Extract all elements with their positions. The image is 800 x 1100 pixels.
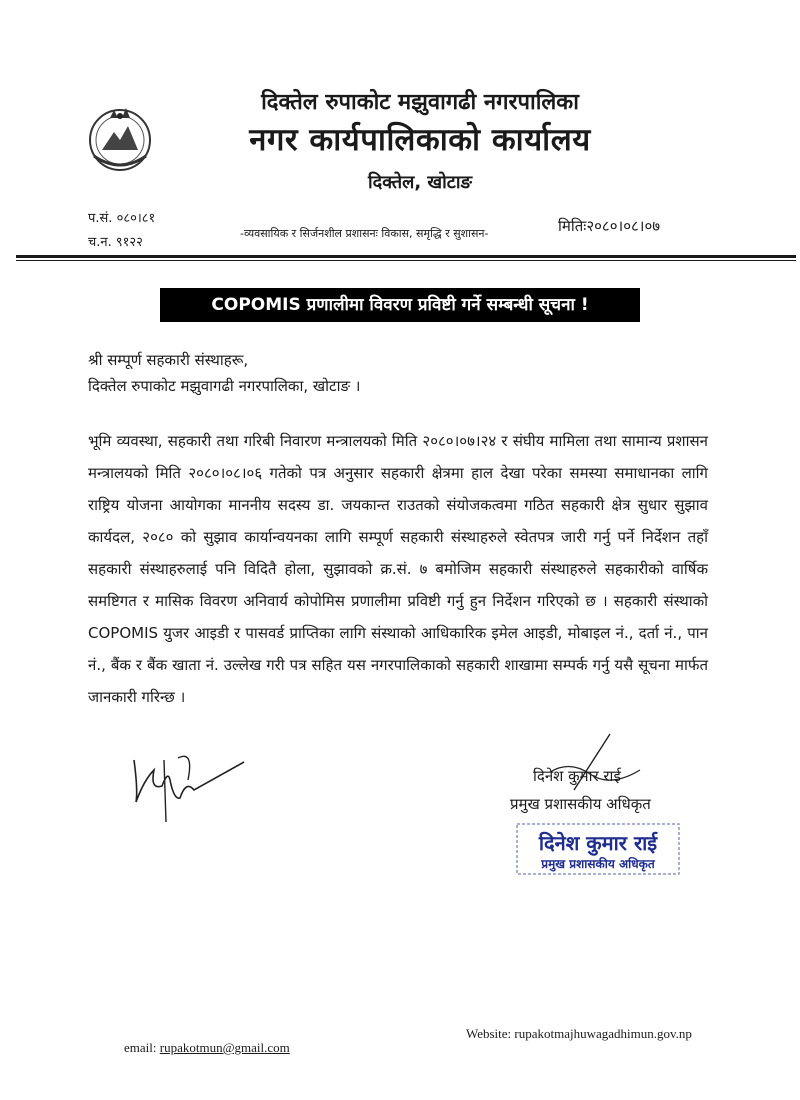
notice-body: भूमि व्यवस्था, सहकारी तथा गरिबी निवारण मन्त्रालयको मिति २०८०।०७।२४ र संघीय मामिला तथा सामान्य प्रशासन मन्त्रालयको मिति २०८०।०८।०६ गतेको पत्र अनुसार सहकारी क्षेत्रमा हाल देखा परेका समस्या समाधानका लागि राष्ट्रिय योजना आयोगका माननीय सदस्य डा. जयकान्त राउतको संयोजकत्वमा गठित सहकारी क्षेत्र सुधार सुझाव कार्यदल, २०८० को सुझाव कार्यान्वयनका लागि सम्पूर्ण सहकारी संस्थाहरुले स्वेतपत्र जारी गर्नु पर्ने निर्देशन तहाँ सहकारी संस्थाहरुलाई पनि विदितै होला, सुझावको क्र.सं. ७ बमोजिम सहकारी संस्थाहरुले सहकारीको वार्षिक समष्टिगत र मासिक विवरण अनिवार्य कोपोमिस प्रणालीमा प्रविष्टी गर्नु हुन निर्देशन गरिएको छ । सहकारी संस्थाको COPOMIS युजर आइडी र पासवर्ड प्राप्तिका लागि संस्थाको आधिकारिक इमेल आइडी, मोबाइल नं., दर्ता नं., पान नं., बैंक र बैंक खाता नं. उल्लेख गरी पत्र सहित यस नगरपालिकाको सहकारी शाखामा सम्पर्क गर्नु यसै सूचना मार्फत जानकारी गरिन्छ । [88, 432, 708, 706]
signatory-name: दिनेश कुमार राई [533, 767, 621, 785]
recipient-line-2: दिक्तेल रुपाकोट मझुवागढी नगरपालिका, खोटाङ । [88, 377, 361, 395]
stamp-name: दिनेश कुमार राई [538, 831, 658, 855]
header-divider [16, 255, 796, 258]
footer-website [466, 1026, 692, 1042]
signatory-title: प्रमुख प्रशासकीय अधिकृत [510, 795, 651, 813]
website-link[interactable]: rupakotmajhuwagadhimun.gov.np [514, 1026, 692, 1041]
signatory-signature-icon [540, 730, 670, 800]
letter-date: मितिः२०८०।०८।०७ [558, 217, 661, 235]
notice-title: COPOMIS प्रणालीमा विवरण प्रविष्टी गर्ने सम्बन्धी सूचना ! [160, 288, 640, 322]
recipient-line-1: श्री सम्पूर्ण सहकारी संस्थाहरू, [88, 351, 249, 369]
motto: -व्यवसायिक र सिर्जनशील प्रशासनः विकास, समृद्धि र सुशासन- [240, 227, 489, 240]
dispatch-number: च.न. ९१२२ [88, 235, 143, 250]
office-name: नगर कार्यपालिकाको कार्यालय [249, 122, 591, 158]
official-stamp [513, 820, 683, 878]
stamp-title: प्रमुख प्रशासकीय अधिकृत [541, 857, 655, 871]
municipality-name: दिक्तेल रुपाकोट मझुवागढी नगरपालिका [261, 90, 579, 115]
header-divider-thin [16, 260, 796, 261]
handwritten-signature-icon [124, 740, 254, 830]
email-link[interactable]: rupakotmun@gmail.com [159, 1040, 290, 1055]
website-label: Website: [466, 1026, 512, 1041]
footer-email [124, 1040, 290, 1056]
office-location: दिक्तेल, खोटाङ [367, 172, 473, 193]
email-label: email: [124, 1040, 157, 1055]
reference-number: प.सं. ०८०।८१ [88, 211, 156, 226]
